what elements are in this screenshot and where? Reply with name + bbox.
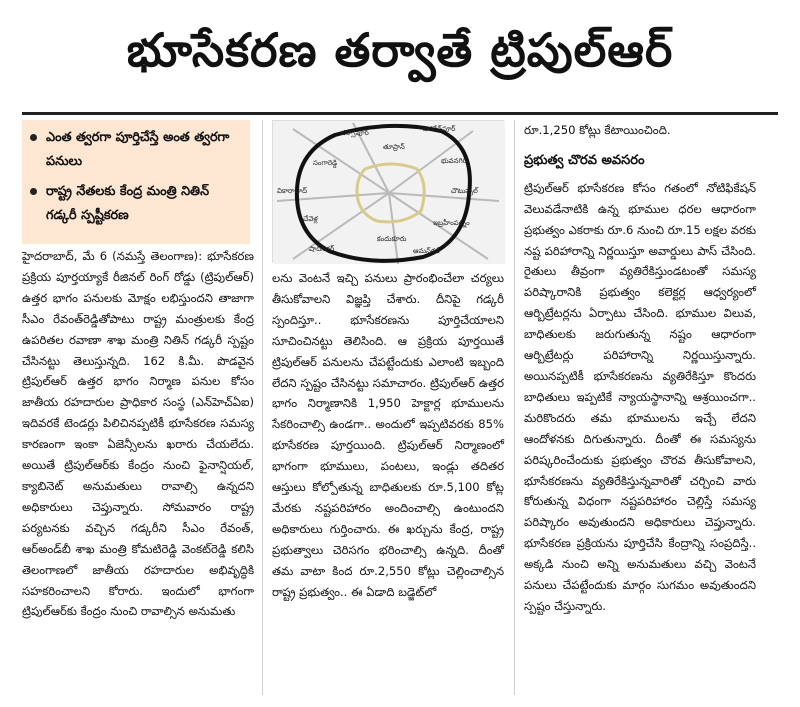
map-label: చౌటుప్పల్ xyxy=(451,187,478,195)
highlight-item xyxy=(28,126,244,174)
headline: భూసేకరణ తర్వాతే ట్రిపుల్‌ఆర్ xyxy=(126,23,674,77)
map-label: చేవెళ్ల xyxy=(303,215,318,223)
highlight-item xyxy=(28,180,244,228)
map-label: ఇబ్రహీంపట్నం xyxy=(433,219,470,227)
bullet-icon xyxy=(30,134,37,141)
rrr-map xyxy=(272,120,504,263)
highlight-text: ఎంత త్వరగా పూర్తిచేస్తే అంత త్వరగా పనులు xyxy=(46,130,230,169)
map-label: తూప్రాన్ xyxy=(383,143,405,151)
map-graphic xyxy=(273,121,505,264)
map-label: సంగారెడ్డి xyxy=(313,159,338,167)
map-label: కందుకూరు xyxy=(377,235,407,243)
column-3 xyxy=(524,120,756,617)
column-2: లను వెంటనే ఇచ్చి పనులు ప్రారంభించేలా చర్యలు తీసుకోవాలని విజ్ఞప్తి చేశారు. దీనిపై గడ్కరీ స్పందిస్తూ.. భూసేకరణను పూర్తిచేయాలని సూచించినట్టు తెలిసింది. ఆ ప్రక్రియ పూర్తయితే ట్రిపుల్ఆర్ పనులను చేపట్టేందుకు ఎలాంటి ఇబ్బంది లేదని స్పష్టం చేసినట్టు సమాచారం. ట్రిపుల్ఆర్ ఉత్తర భాగం నిర్మాణానికి 1,950 హెక్టార్ల భూములను సేకరించాల్సి ఉండగా.. అందులో ఇప్పటివరకు 85% భూసేకరణ పూర్తయింది. ట్రిపుల్ఆర్ నిర్మాణంలో భాగంగా భూములు, పంటలు, ఇండ్లు తదితర ఆస్తులు కోల్పోతున్న బాధితులకు రూ.5,100 కోట్ల మేరకు నష్టపరిహారం అందించాల్సి ఉంటుందని అధికారులు గుర్తించారు. ఈ ఖర్చును కేంద్ర, రాష్ట్ర ప్రభుత్వాలు చెరిసగం భరించాల్సి ఉన్నది. దీంతో తమ వాటా కింద రూ.2,550 కోట్లు చెల్లించాల్సిన రాష్ట్ర ప్రభుత్వం.. ఈ ఏడాది బడ్జెట్‌లో xyxy=(272,271,504,599)
highlight-text: రాష్ట్ర నేతలకు కేంద్ర మంత్రి నితిన్ గడ్కరీ స్పష్టీకరణ xyxy=(46,184,210,223)
map-label: నర్సాపూర్ xyxy=(341,129,369,137)
bullet-icon xyxy=(30,188,37,195)
column-divider xyxy=(262,120,263,695)
map-label: వికారాబాద్ xyxy=(277,187,308,195)
map-label: షాద్‌నగర్ xyxy=(309,245,335,253)
column-3-lead: రూ.1,250 కోట్లు కేటాయించింది. xyxy=(524,123,671,137)
section-subhead: ప్రభుత్వ చొరవ అవసరం xyxy=(524,152,645,168)
highlights-box xyxy=(22,120,250,244)
column-1: హైదరాబాద్, మే 6 (నమస్తే తెలంగాణ): భూసేకరణ ప్రక్రియ పూర్తయ్యాకే రీజినల్ రింగ్ రోడ్డు (ట్రిపుల్ఆర్) ఉత్తర భాగం పనులకు మోక్షం లభిస్తుందని తాజాగా సీఎం రేవంత్‌రెడ్డితోపాటు రాష్ట్ర మంత్రులకు కేంద్ర ఉపరితల రవాణా శాఖ మంత్రి నితిన్ గడ్కరీ స్పష్టం చేసినట్టు తెలుస్తున్నది. 162 కి.మీ. పొడవైన ట్రిపుల్ఆర్ ఉత్తర భాగం నిర్మాణ పనుల కోసం జాతీయ రహదారుల ప్రాధికార సంస్థ (ఎన్‌హెచ్ఏఐ) ఇదివరకే టెండర్లు పిలిచినప్పటికీ భూసేకరణ సమస్య కారణంగా ఇంకా ఏజెన్సీలను ఖరారు చేయలేదు. అయితే ట్రిపుల్ఆర్‌కు కేంద్రం నుంచి ఫైనాన్షియల్, క్యాబినెట్ అనుమతులు రావాల్సి ఉన్నదని అధికారులు చెప్తున్నారు. సోమవారం రాష్ట్ర పర్యటనకు వచ్చిన గడ్కరీని సీఎం రేవంత్, ఆర్అండ్‌బీ శాఖ మంత్రి కోమటిరెడ్డి వెంకట్‌రెడ్డి కలిసి తెలంగాణలో జాతీయ రహదారుల అభివృద్ధికి సహకరించాలని కోరారు. ఇందులో భాగంగా ట్రిపుల్ఆర్‌కు కేంద్రం నుంచి రావాల్సిన అనుమతు xyxy=(22,249,254,619)
map-label: భువనగిరి xyxy=(441,157,467,165)
map-label: ఆమన్‌గల్ xyxy=(413,247,440,255)
column-divider xyxy=(514,120,515,695)
map-label: జగదేవ్‌పూర్ xyxy=(423,125,456,133)
column-3-body: ట్రిపుల్ఆర్ భూసేకరణ కోసం గతంలో నోటిఫికేషన్ వెలువడేనాటికి ఉన్న భూముల ధరల ఆధారంగా ప్రభుత్వం ఎకరాకు రూ.6 నుంచి రూ.15 లక్షల వరకు నష్ట పరిహారాన్ని నిర్ణయిస్తూ అవార్డులు పాస్ చేసింది. రైతులు తీవ్రంగా వ్యతిరేకిస్తుండటంతో సమస్య పరిష్కారానికి ప్రభుత్వం కలెక్టర్ల ఆధ్వర్యంలో ఆర్బిట్రేటర్లను ఏర్పాటు చేసింది. భూముల విలువ, బాధితులకు జరుగుతున్న నష్టం ఆధారంగా ఆర్బిట్రేటర్లు పరిహారాన్ని నిర్ణయిస్తున్నారు. అయినప్పటికీ భూసేకరణను వ్యతిరేకిస్తూ కొందరు బాధితులు ఇప్పటికే న్యాయస్థానాన్ని ఆశ్రయించగా.. మరికొందరు తమ భూములను ఇచ్చే లేదని ఆందోళనకు దిగుతున్నారు. దీంతో ఈ సమస్యను పరిష్కరించేందుకు ప్రభుత్వం చొరవ తీసుకోవాలని, భూసేకరణను వ్యతిరేకిస్తున్నవారితో చర్చించి వారు కోరుతున్న విధంగా నష్టపరిహారం చెల్లిస్తే సమస్య పరిష్కారం అవుతుందని అధికారులు చెప్తున్నారు. భూసేకరణ ప్రక్రియను పూర్తిచేసి కేంద్రాన్ని సంప్రదిస్తే.. అక్కడి నుంచి అన్ని అనుమతులు వచ్చి వెంటనే పనులు చేపట్టేందుకు మార్గం సుగమం అవుతుందని స్పష్టం చేస్తున్నారు. xyxy=(524,180,756,613)
headline-rule xyxy=(22,112,778,115)
